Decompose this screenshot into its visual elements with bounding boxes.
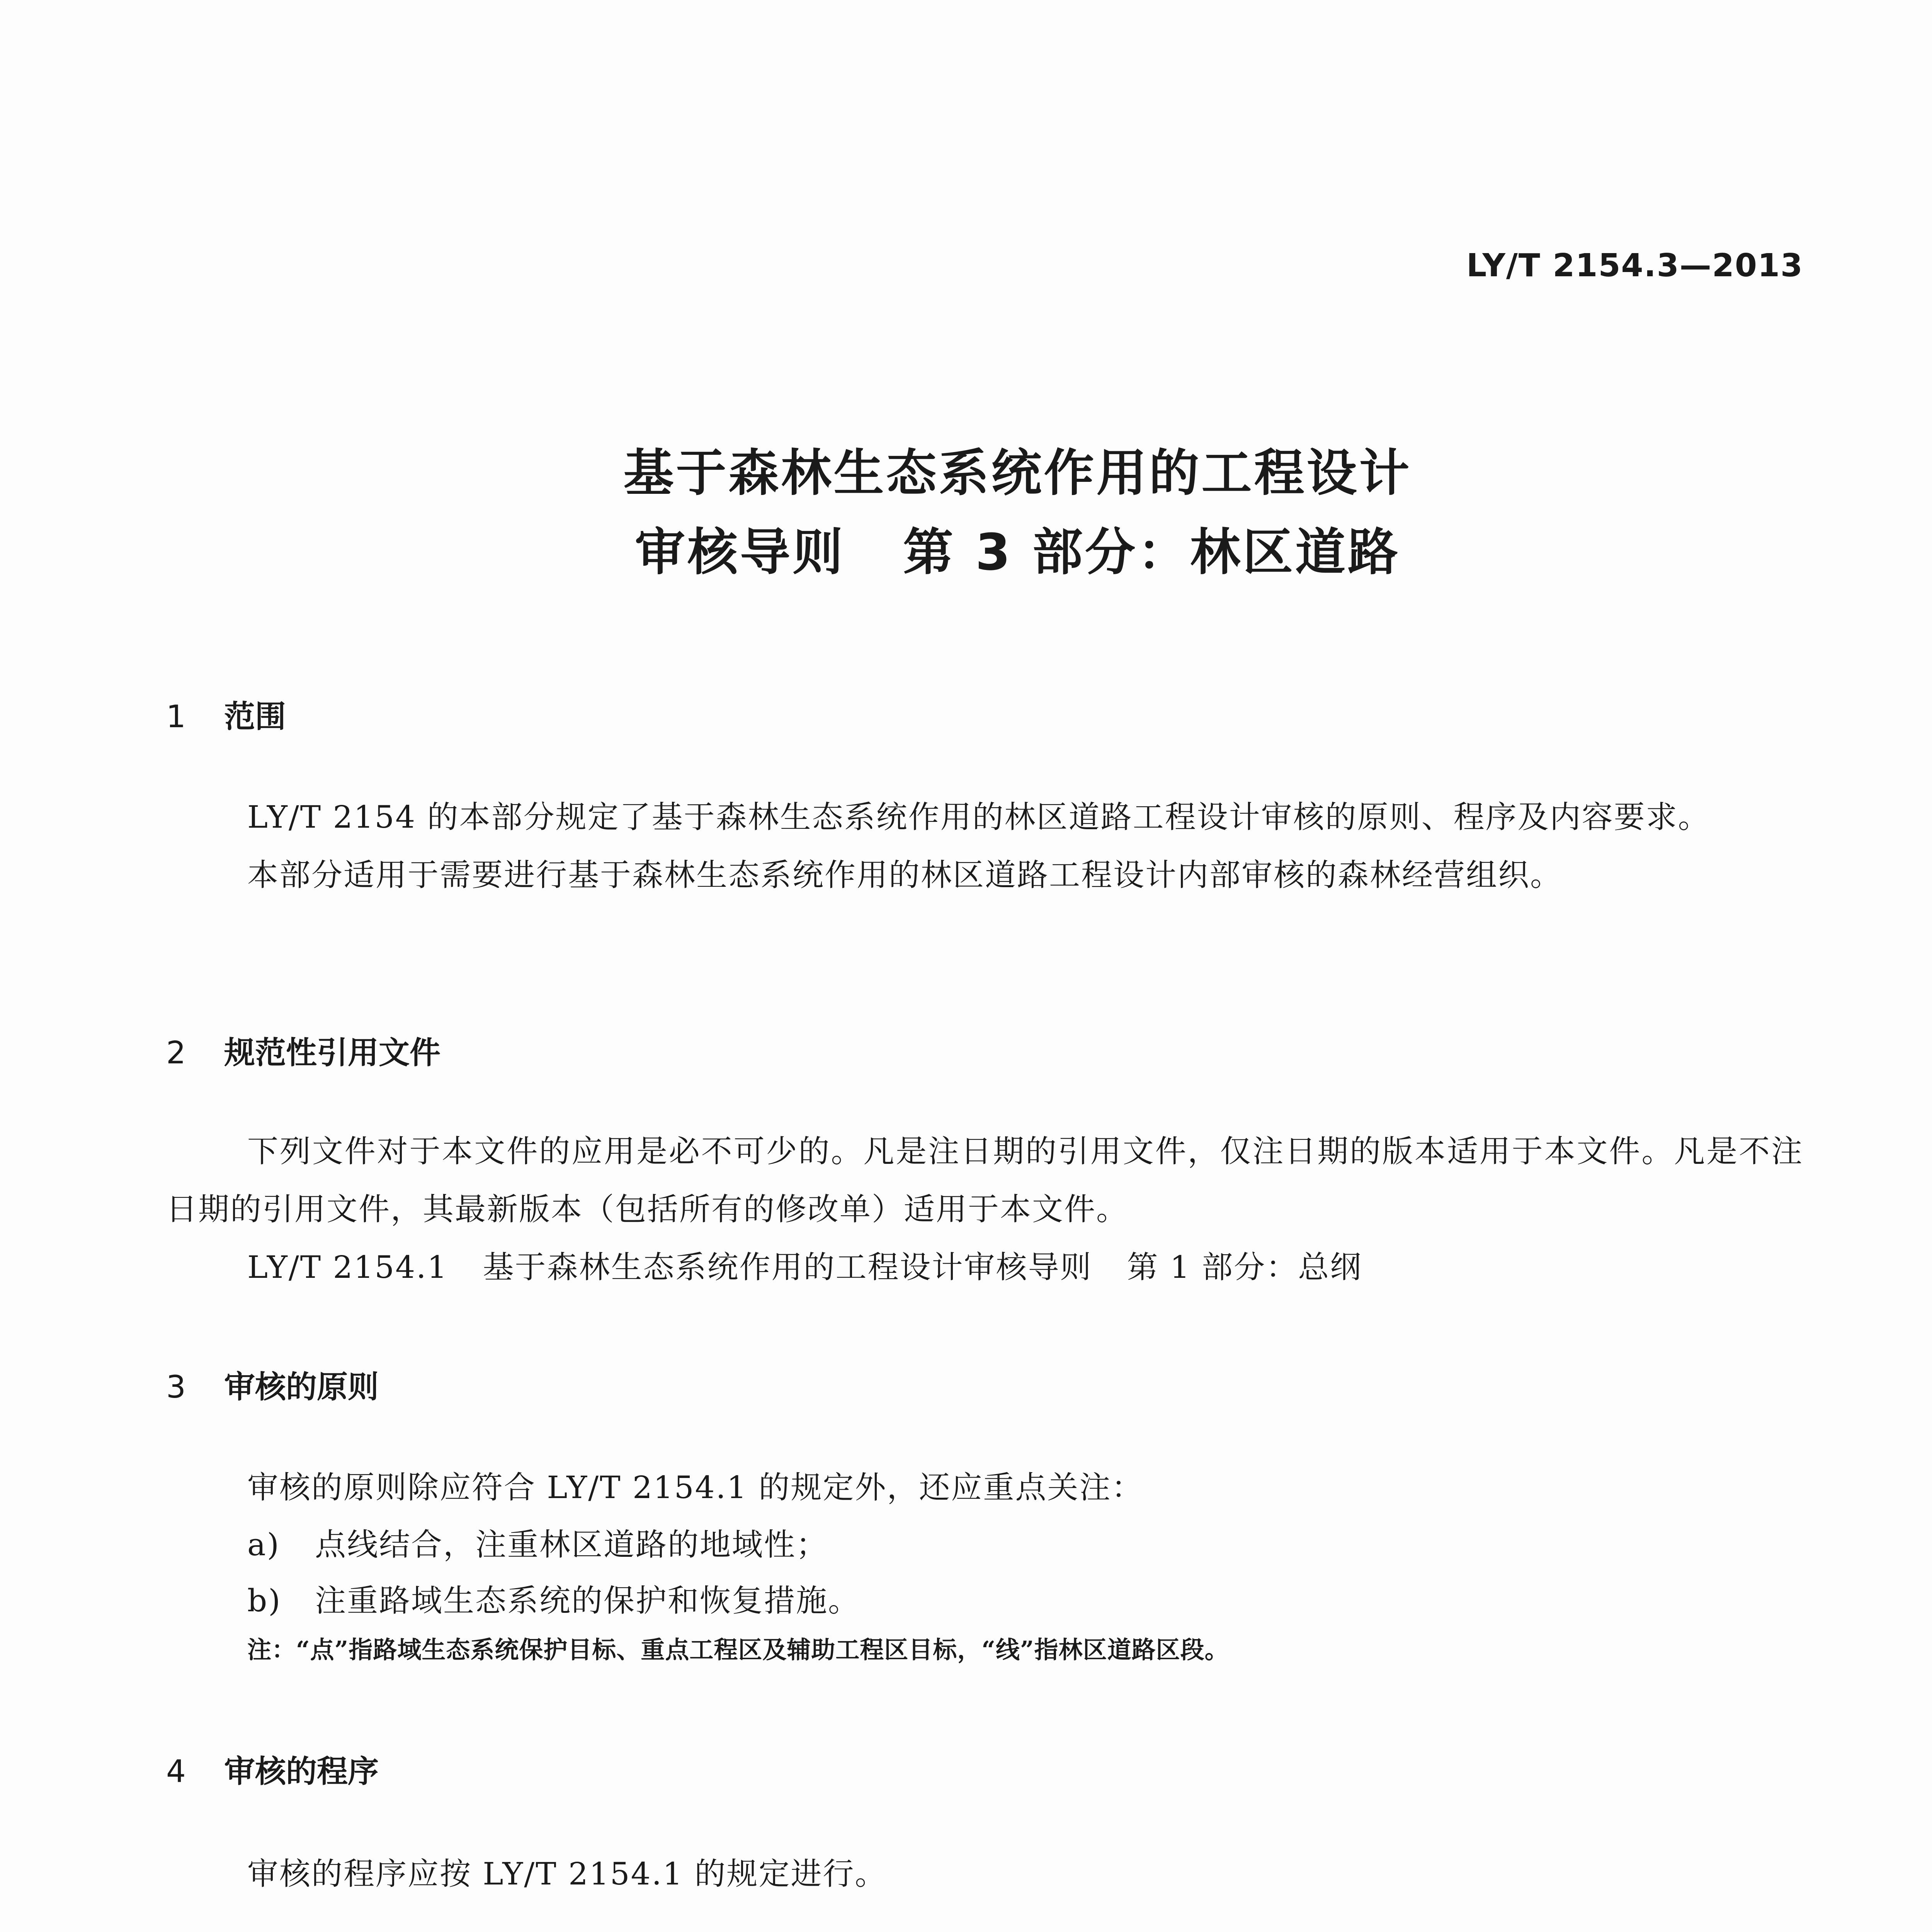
paragraph: 本部分适用于需要进行基于森林生态系统作用的林区道路工程设计内部审核的森林经营组织。 (247, 857, 1562, 893)
standard-code: LY/T 2154.3—2013 (1466, 247, 1803, 284)
section-number: 4 (166, 1753, 186, 1789)
title-part-2: 第 3 部分：林区道路 (903, 523, 1400, 582)
document-title-line-2 (0, 512, 1932, 584)
section-3-body (166, 1459, 1803, 1671)
title-part-1: 审核导则 (635, 523, 845, 582)
list-item (166, 1517, 1803, 1573)
list-marker: a) (247, 1527, 280, 1563)
section-title: 范围 (224, 699, 286, 735)
section-1-body (166, 788, 1803, 904)
section-1 (166, 692, 1803, 736)
section-number: 1 (166, 699, 186, 735)
section-title: 审核的程序 (224, 1753, 379, 1789)
section-3 (166, 1362, 1803, 1406)
section-number: 2 (166, 1035, 186, 1071)
reference-code: LY/T 2154.1 (247, 1249, 448, 1285)
list-text: 点线结合，注重林区道路的地域性； (315, 1527, 828, 1563)
paragraph: 审核的程序应按 LY/T 2154.1 的规定进行。 (247, 1856, 887, 1892)
section-4 (166, 1747, 1803, 1791)
section-4-heading (166, 1747, 1803, 1791)
section-2-heading (166, 1028, 1803, 1072)
normative-reference (166, 1238, 1803, 1296)
section-2 (166, 1028, 1803, 1072)
paragraph: 下列文件对于本文件的应用是必不可少的。凡是注日期的引用文件，仅注日期的版本适用于本文件。凡是不注日期的引用文件，其最新版本（包括所有的修改单）适用于本文件。 (166, 1133, 1803, 1227)
note: 注：“点”指路域生态系统保护目标、重点工程区及辅助工程区目标，“线”指林区道路区段。 (247, 1636, 1229, 1664)
list-text: 注重路域生态系统的保护和恢复措施。 (315, 1583, 860, 1619)
section-2-body (166, 1122, 1803, 1296)
paragraph: LY/T 2154 的本部分规定了基于森林生态系统作用的林区道路工程设计审核的原则、程序及内容要求。 (247, 799, 1710, 835)
section-title: 规范性引用文件 (224, 1035, 440, 1071)
reference-part: 第 1 部分：总纲 (1127, 1249, 1362, 1285)
section-3-heading (166, 1362, 1803, 1406)
section-title: 审核的原则 (224, 1369, 379, 1405)
reference-title: 基于森林生态系统作用的工程设计审核导则 (483, 1249, 1092, 1285)
list-marker: b) (247, 1583, 282, 1619)
list-item (166, 1573, 1803, 1629)
paragraph: 审核的原则除应符合 LY/T 2154.1 的规定外，还应重点关注： (247, 1469, 1144, 1505)
document-title-line-1: 基于森林生态系统作用的工程设计 (623, 444, 1412, 502)
section-1-heading (166, 692, 1803, 736)
section-number: 3 (166, 1369, 186, 1405)
section-4-body (166, 1845, 1803, 1903)
